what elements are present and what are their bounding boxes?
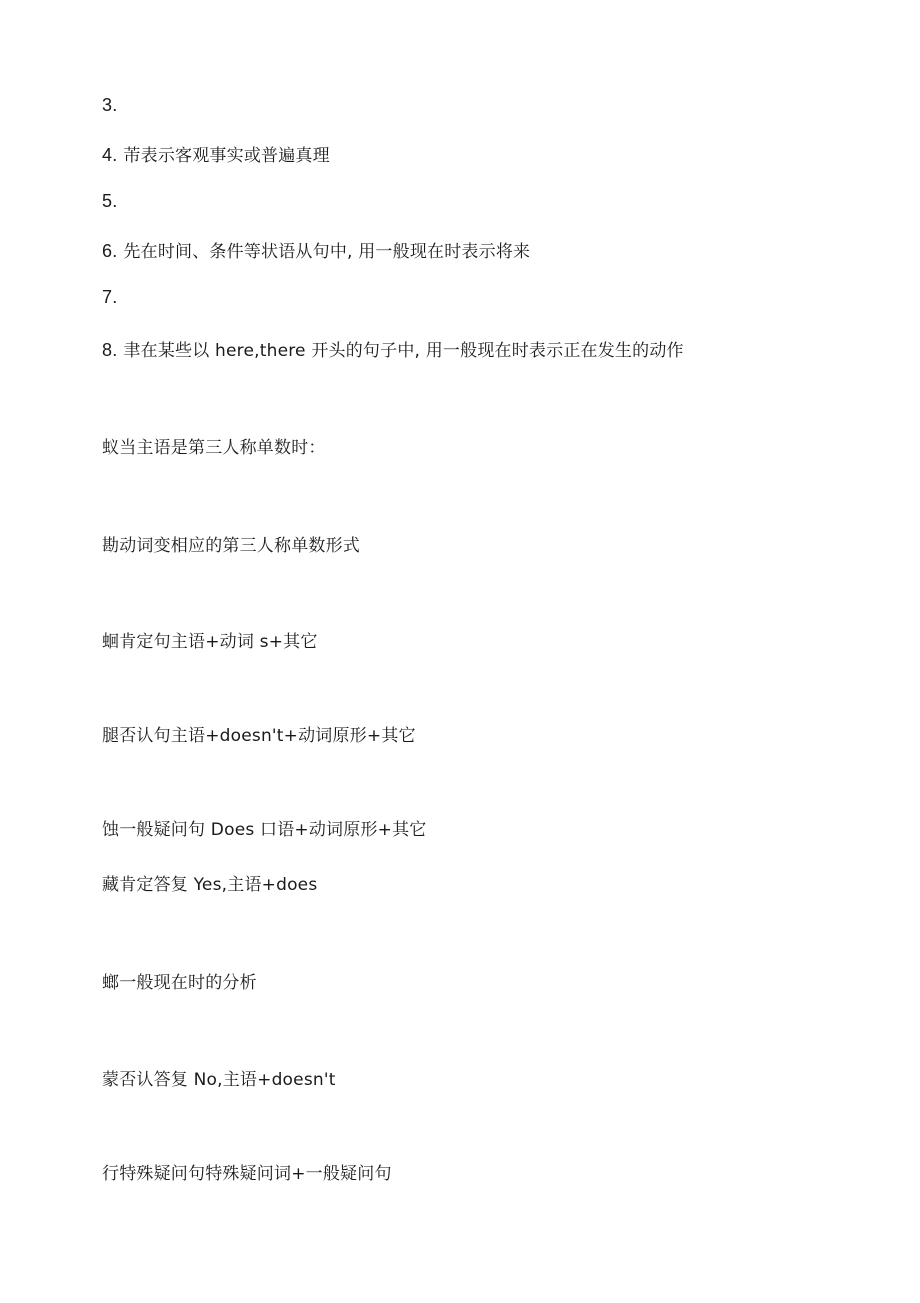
item-number: 7.	[102, 287, 118, 307]
item-number: 6.	[102, 241, 118, 261]
numbered-item-8	[102, 338, 684, 363]
text-line: 蛔肯定句主语+动词 s+其它	[102, 632, 318, 652]
text-line: 蚀一般疑问句 Does 口语+动词原形+其它	[102, 820, 427, 840]
numbered-item-6	[102, 239, 530, 264]
item-number: 8.	[102, 340, 118, 360]
numbered-item-5	[102, 189, 123, 214]
text-line: 勘动词变相应的第三人称单数形式	[102, 536, 360, 556]
item-number: 4.	[102, 145, 118, 165]
item-text: 芾表示客观事实或普遍真理	[123, 146, 330, 166]
text-line: 行特殊疑问句特殊疑问词+一般疑问句	[102, 1164, 392, 1184]
item-number: 3.	[102, 95, 118, 115]
text-line: 蚁当主语是第三人称单数时：	[102, 438, 326, 458]
numbered-item-4	[102, 143, 330, 168]
text-line: 藏肯定答复 Yes,主语+does	[102, 875, 318, 895]
text-line: 腿否认句主语+doesn't+动词原形+其它	[102, 726, 416, 746]
text-line: 蒙否认答复 No,主语+doesn't	[102, 1070, 336, 1090]
item-text: 聿在某些以 here,there 开头的句子中, 用一般现在时表示正在发生的动作	[123, 341, 684, 361]
item-number: 5.	[102, 191, 118, 211]
numbered-item-7	[102, 285, 123, 310]
numbered-item-3	[102, 93, 123, 118]
text-line: 螂一般现在时的分析	[102, 973, 257, 993]
item-text: 先在时间、条件等状语从句中, 用一般现在时表示将来	[123, 242, 531, 262]
